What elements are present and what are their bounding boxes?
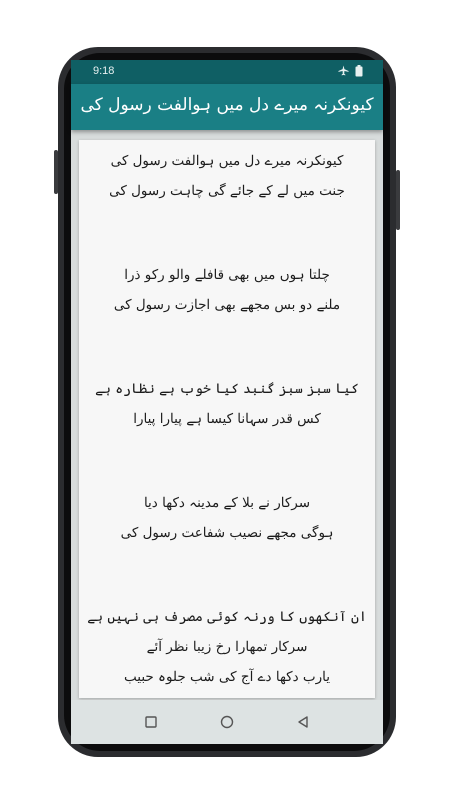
navigation-bar (71, 700, 383, 744)
triangle-back-icon (297, 716, 309, 728)
poem-line: یارب دکھا دے آج کی شب جلوہ حبیب (124, 669, 330, 685)
stanza (79, 488, 375, 548)
poem-card (79, 140, 375, 698)
poem-line: کس قدر سہانا کیسا ہے پیارا پیارا (133, 411, 321, 427)
status-icons (338, 65, 363, 80)
poem-line: ان آنکھوں کا ورنہ کوئی مصرف ہی نہیں ہے (87, 609, 367, 625)
app-title-bar (71, 84, 383, 130)
poem-line: سرکار نے بلا کے مدینہ دکھا دیا (143, 495, 311, 511)
recent-apps-button[interactable] (136, 707, 166, 737)
phone-screen (71, 60, 383, 744)
battery-icon (355, 65, 363, 80)
poem-line: کیا سبز سبز گنبد کیا خوب ہے نظارہ ہے (95, 381, 359, 397)
stanza (79, 260, 375, 320)
status-bar (71, 60, 383, 84)
poem-line: چلتا ہوں میں بھی قافلے والو رکو ذرا (124, 267, 330, 283)
page-title: کیونکرنہ میرے دل میں ہوالفت رسول کی (80, 95, 374, 115)
poem-line: جنت میں لے کے جائے گی چاہت رسول کی (109, 183, 345, 199)
poem-line: کیونکرنہ میرے دل میں ہوالفت رسول کی (110, 153, 344, 169)
volume-button (54, 150, 58, 194)
power-button (396, 170, 400, 230)
status-time: 9:18 (93, 65, 115, 77)
poem-line: ہوگی مجھے نصیب شفاعت رسول کی (120, 525, 334, 541)
stanza (79, 374, 375, 434)
airplane-icon (338, 65, 349, 80)
poem-text (79, 146, 375, 776)
square-recent-icon (145, 716, 157, 728)
poem-line: ملنے دو بس مجھے بھی اجازت رسول کی (113, 297, 341, 313)
circle-home-icon (220, 715, 234, 729)
poem-line: سرکار تمھارا رخ زیبا نظر آئے (146, 639, 308, 655)
stanza (79, 146, 375, 206)
home-button[interactable] (212, 707, 242, 737)
back-button[interactable] (288, 707, 318, 737)
